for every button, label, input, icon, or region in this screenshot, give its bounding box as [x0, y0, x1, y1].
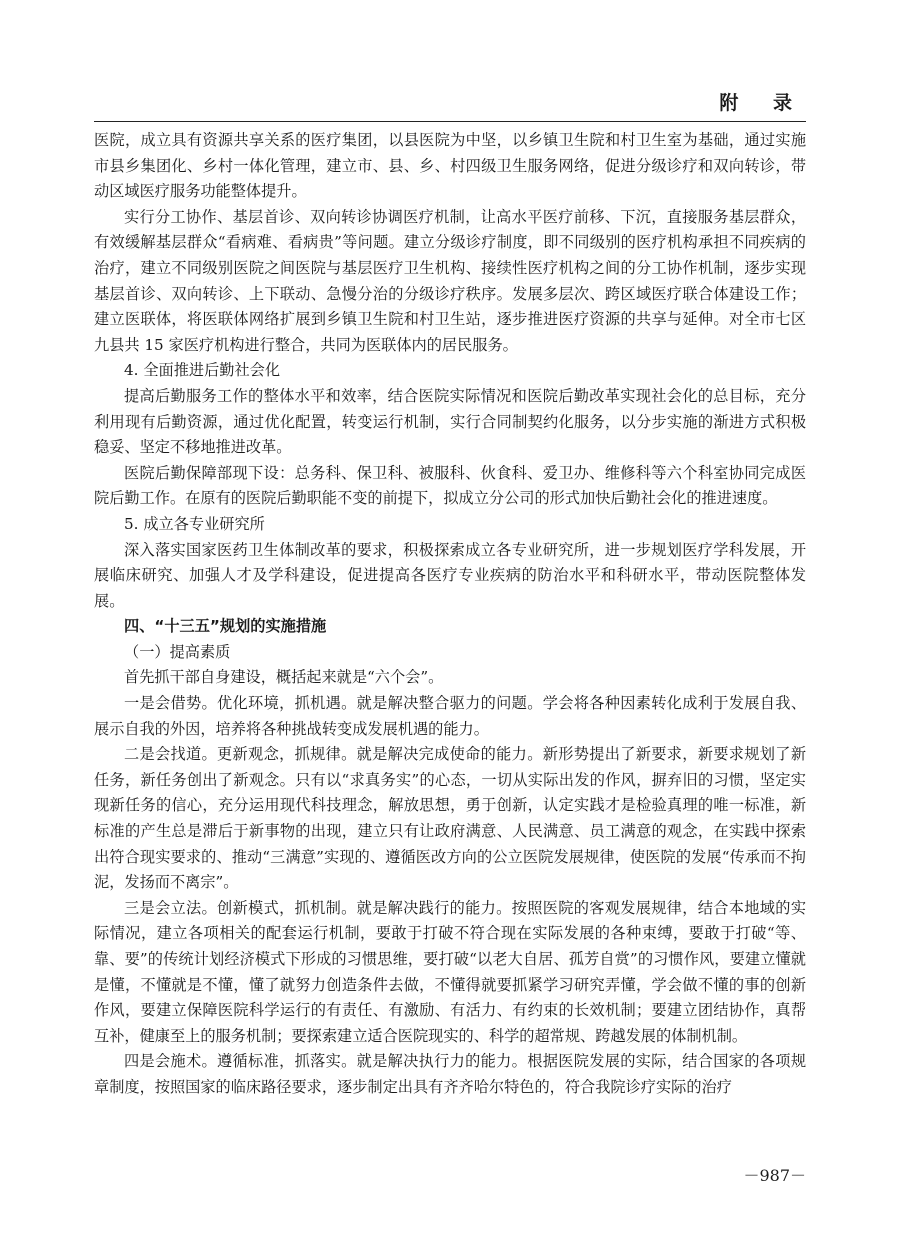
subsection-heading: （一）提高素质 — [124, 642, 231, 661]
paragraph-continued: 医院，成立具有资源共享关系的医疗集团，以县医院为中坚，以乡镇卫生院和村卫生室为基础，通过实施市县乡集团化、乡村一体化管理，建立市、县、乡、村四级卫生服务网络，促进分级诊疗和双向转诊，带动区域医疗服务功能整体提升。 — [94, 131, 806, 201]
paragraph: 一是会借势。优化环境，抓机遇。就是解决整合驱力的问题。学会将各种因素转化成利于发展自我、展示自我的外因，培养将各种挑战转变成发展机遇的能力。 — [94, 694, 806, 738]
paragraph: 医院后勤保障部现下设：总务科、保卫科、被服科、伙食科、爱卫办、维修科等六个科室协同完成医院后勤工作。在原有的医院后勤职能不变的前提下，拟成立分公司的形式加快后勤社会化的推进速度。 — [94, 463, 806, 508]
paragraph: 三是会立法。创新模式，抓机制。就是解决践行的能力。按照医院的客观发展规律，结合本地域的实际情况，建立各项相关的配套运行机制，要敢于打破不符合现在实际发展的各种束缚，要敢于打破“等、靠、要”的传统计划经济模式下形成的习惯思维，要打破“以老大自居、孤芳自赏”的习惯作风，要建立懂就是懂，不懂就是不懂，懂了就努力创造条件去做，不懂得就要抓紧学习研究弄懂，学会做不懂的事的创新作风，要建立保障医院科学运行的有责任、有激励、有活力、有约束的长效机制；要建立团结协作，真帮互补，健康至上的服务机制；要探索建立适合医院现实的、科学的超常规、跨越发展的体制机制。 — [94, 898, 806, 1045]
paragraph: 提高后勤服务工作的整体水平和效率，结合医院实际情况和医院后勤改革实现社会化的总目标，充分利用现有后勤资源，通过优化配置，转变运行机制，实行合同制契约化服务，以分步实施的渐进方式积极稳妥、坚定不移地推进改革。 — [94, 386, 806, 457]
body-text — [94, 128, 806, 1101]
paragraph: 四是会施术。遵循标准，抓落实。就是解决执行力的能力。根据医院发展的实际，结合国家的各项规章制度，按照国家的临床路径要求，逐步制定出具有齐齐哈尔特色的，符合我院诊疗实际的治疗 — [94, 1052, 806, 1096]
header-rule — [94, 121, 806, 122]
paragraph: 二是会找道。更新观念，抓规律。就是解决完成使命的能力。新形势提出了新要求，新要求规划了新任务，新任务创出了新观念。只有以“求真务实”的心态，一切从实际出发的作风，摒弃旧的习惯，坚定实现新任务的信心，充分运用现代科技理念，解放思想，勇于创新，认定实践才是检验真理的唯一标准，新标准的产生总是滞后于新事物的出现，建立只有让政府满意、人民满意、员工满意的观念，在实践中探索出符合现实要求的、推动“三满意”实现的、遵循医改方向的公立医院发展规律，使医院的发展“传承而不拘泥，发扬而不离宗”。 — [94, 745, 806, 892]
subsection-heading: 5. 成立各专业研究所 — [124, 514, 265, 533]
paragraph: 首先抓干部自身建设，概括起来就是“六个会”。 — [124, 668, 444, 687]
section-heading: 四、“十三五”规划的实施措施 — [124, 617, 327, 636]
running-header: 附 录 — [719, 92, 806, 114]
paragraph: 实行分工协作、基层首诊、双向转诊协调医疗机制，让高水平医疗前移、下沉，直接服务基层群众，有效缓解基层群众“看病难、看病贵”等问题。建立分级诊疗制度，即不同级别的医疗机构承担不同疾病的治疗，建立不同级别医院之间医院与基层医疗卫生机构、接续性医疗机构之间的分工协作机制，逐步实现基层首诊、双向转诊、上下联动、急慢分治的分级诊疗秩序。发展多层次、跨区域医疗联合体建设工作；建立医联体，将医联体网络扩展到乡镇卫生院和村卫生站，逐步推进医疗资源的共享与延伸。对全市七区九县共 15 家医疗机构进行整合，共同为医联体内的居民服务。 — [94, 207, 806, 354]
subsection-heading: 4. 全面推进后勤社会化 — [124, 361, 281, 380]
paragraph: 深入落实国家医药卫生体制改革的要求，积极探索成立各专业研究所，进一步规划医疗学科发展，开展临床研究、加强人才及学科建设，促进提高各医疗专业疾病的防治水平和科研水平，带动医院整体发展。 — [94, 540, 806, 610]
page-number: －987－ — [743, 1166, 806, 1185]
